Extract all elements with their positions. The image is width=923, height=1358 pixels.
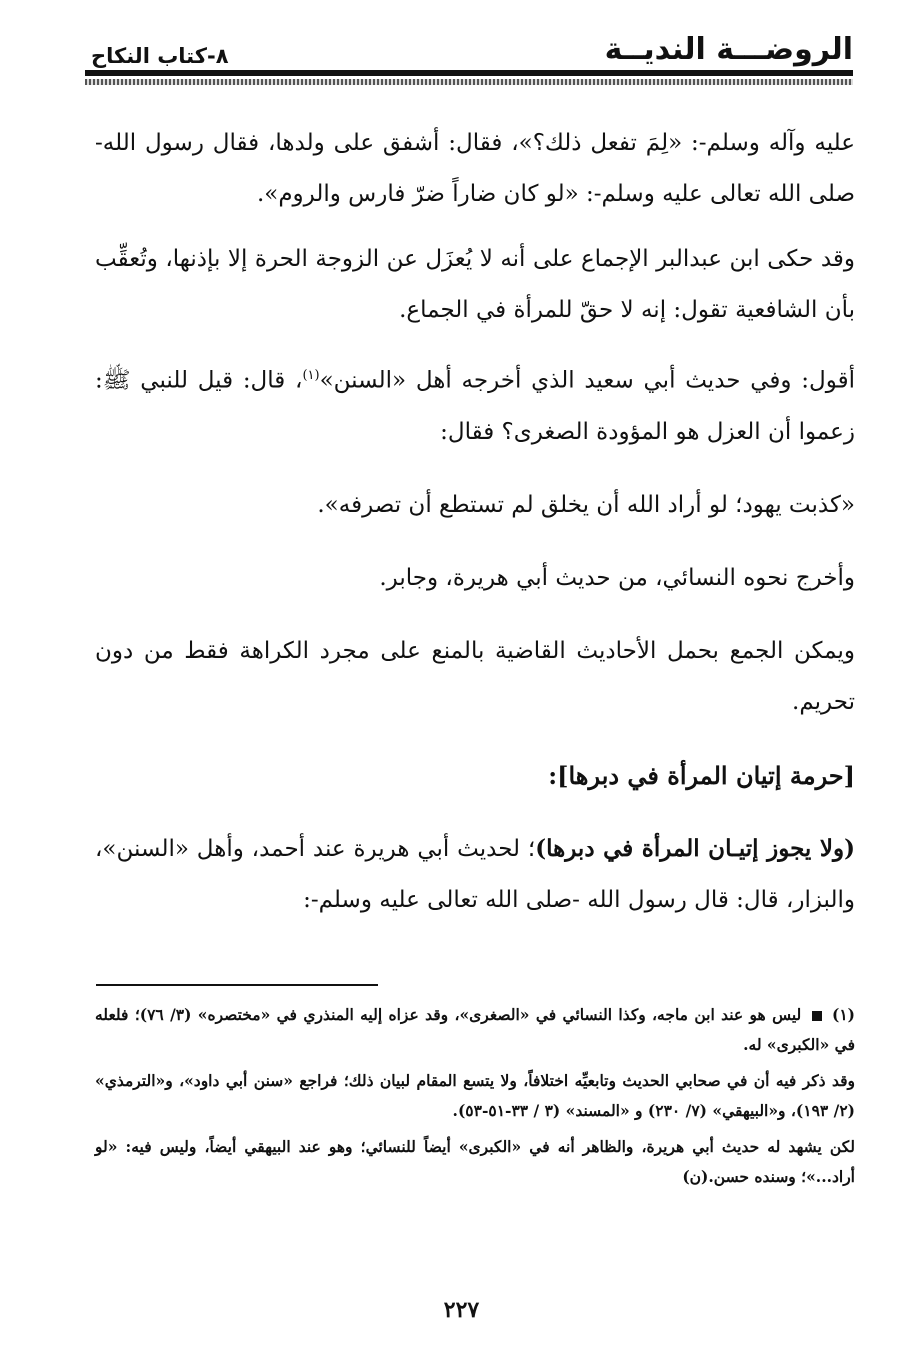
ruling-text: (ولا يجوز إتيـان المرأة في دبرها) [535,834,855,862]
paragraph-7-rest: ؛ لحديث أبي هريرة عند أحمد، وأهل «السنن»، والبزار، قال: قال رسول الله -صلى الله تعالى عليه وسلم-: [95,835,855,913]
page-number: ٢٢٧ [443,1297,480,1323]
running-header [85,30,853,74]
section-heading: [حرمة إتيان المرأة في دبرها]: [548,760,855,790]
paragraph-6: ويمكن الجمع بحمل الأحاديث القاضية بالمنع على مجرد الكراهة فقط من دون تحريم. [95,637,855,715]
footnotes [95,1000,855,1198]
footnote-1-text: ليس هو عند ابن ماجه، وكذا النسائي في «الصغرى»، وقد عزاه إليه المنذري في «مختصره» (٣/ ٧٦)؛ فلعله في «الكبرى» له. [95,1005,855,1054]
book-title: الروضـــة النديــة [604,32,853,67]
chapter-title: ٨-كتاب النكاح [91,44,229,68]
header-rule-dotted [85,79,853,85]
footnote-2: وقد ذكر فيه أن في صحابي الحديث وتابعيِّه اختلافاً، ولا يتسع المقام لبيان ذلك؛ فراجع «سنن أبي داود»، و«الترمذي» (٢/ ١٩٣)، و«البيهقي» (٧/ ٢٣٠) و «المسند» (٣ / ٣٣-٥١-٥٣). [95,1071,855,1120]
footnote-1-number: (١) [832,1005,856,1024]
header-rule [85,70,853,76]
paragraph-3-end: ، قال: قيل للنبي ﷺ: زعموا أن العزل هو المؤودة الصغرى؟ فقال: [95,367,855,445]
square-bullet-icon [812,1011,822,1021]
paragraph-2: وقد حكى ابن عبدالبر الإجماع على أنه لا يُعزَل عن الزوجة الحرة إلا بإذنها، وتُعقِّب بأن الشافعية تقول: إنه لا حقّ للمرأة في الجماع. [95,246,855,323]
paragraph-3 [95,350,855,458]
paragraph-1: عليه وآله وسلم-: «لِمَ تفعل ذلك؟»، فقال: أشفق على ولدها، فقال رسول الله- صلى الله تعالى عليه وسلم-: «لو كان ضاراً ضرّ فارس والروم». [95,130,855,207]
paragraph-3-start: أقول: وفي حديث أبي سعيد الذي أخرجه أهل «السنن» [319,367,855,394]
paragraph-7 [95,823,855,926]
footnote-separator [96,984,378,986]
footnote-3: لكن يشهد له حديث أبي هريرة، والظاهر أنه في «الكبرى» أيضاً للنسائي؛ وهو عند البيهقي أيضاً، وليس فيه: «لو أراد...»؛ وسنده حسن.(ن) [95,1137,855,1186]
main-text [95,118,855,926]
hadith-quote: «كذبت يهود؛ لو أراد الله أن يخلق لم تستطع أن تصرفه». [317,491,855,518]
paragraph-5: وأخرج نحوه النسائي، من حديث أبي هريرة، وجابر. [379,564,855,591]
footnote-marker: (١) [302,368,320,383]
footnote-1 [95,1000,855,1060]
